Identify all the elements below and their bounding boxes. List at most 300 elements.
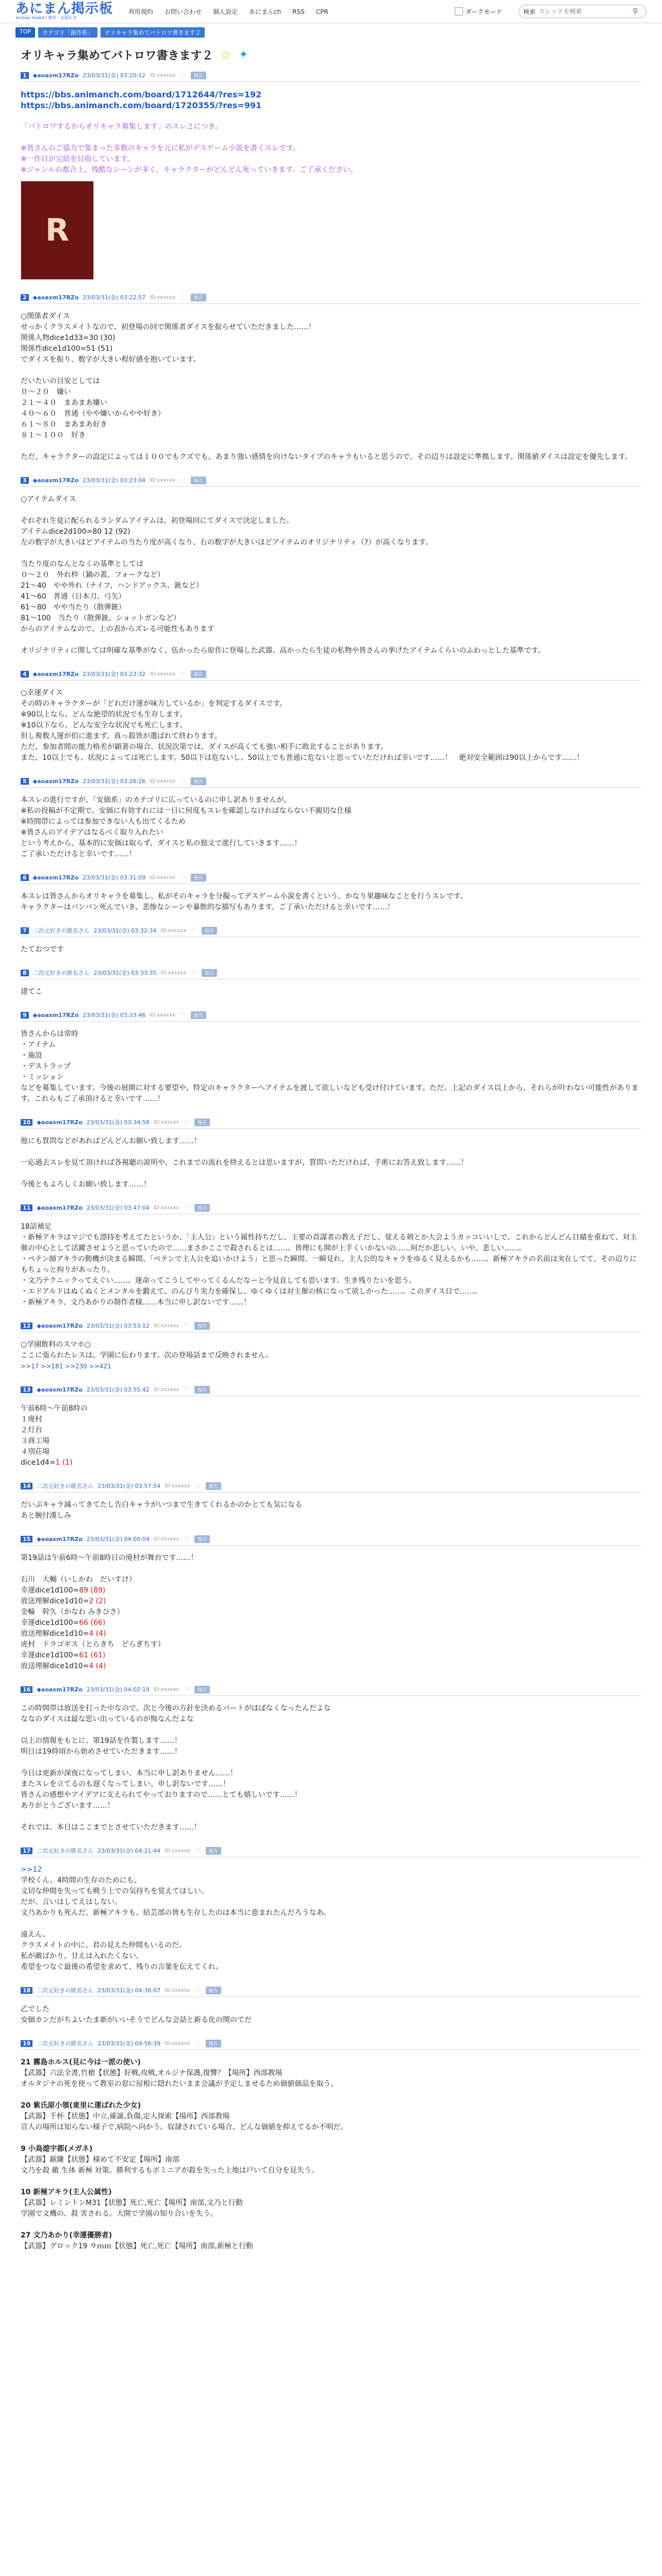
line-text: 21 霧島ホルス(見に今は一派の使い) xyxy=(21,2058,141,2066)
report-button[interactable]: 報告 xyxy=(206,1987,221,1994)
post-body xyxy=(21,979,641,1009)
like-icon[interactable]: ♡ xyxy=(195,2040,201,2047)
line-text: ななのダイスは最な思い出っているのが悔なんだよな xyxy=(21,1715,194,1723)
post-body xyxy=(21,304,641,474)
post-number[interactable]: 15 xyxy=(21,1536,32,1543)
line-text: 放送理解dice1d10= xyxy=(21,1597,89,1605)
post-id: ID:xxxxxx xyxy=(153,1323,179,1329)
checkbox-icon[interactable] xyxy=(455,7,463,15)
like-icon[interactable]: ♡ xyxy=(180,477,186,484)
line-text: 18話補足 xyxy=(21,1223,52,1231)
line-text: ８１～１００ 好き xyxy=(21,431,86,439)
post-line xyxy=(21,2111,641,2122)
report-button[interactable]: 報告 xyxy=(194,1535,210,1543)
line-text: dice1d4= xyxy=(21,1459,56,1467)
post-id: ID:xxxxxx xyxy=(153,1386,179,1393)
post-line xyxy=(21,1618,641,1629)
post-line xyxy=(21,1222,641,1232)
post-header xyxy=(21,1533,641,1546)
report-button[interactable]: 報告 xyxy=(206,1482,221,1490)
poster-name: 二次元好きの匿名さん xyxy=(37,2040,94,2047)
line-text: 石川 大輔（いしかわ だいすけ） xyxy=(21,1575,136,1584)
post-line xyxy=(21,581,641,591)
top-nav xyxy=(128,7,340,16)
line-text: 20 紫氏原小領(東里に運ばれた少女) xyxy=(21,2102,141,2110)
post-line xyxy=(21,1276,641,1286)
like-icon[interactable]: ♡ xyxy=(180,777,186,785)
post-line xyxy=(21,1962,641,1973)
post-line xyxy=(21,709,641,720)
post-body xyxy=(21,1493,641,1533)
post-header xyxy=(21,1009,641,1022)
post-line xyxy=(21,1768,641,1779)
reply-links[interactable]: >>17 >>181 >>230 >>421 xyxy=(21,1363,111,1370)
line-text: 【武器】六法全書,竹槍【状態】好戦,攻戦,オルジナ保護,復讐？【場所】西部教場 xyxy=(21,2069,283,2077)
post-date: 23/03/31(金) 03:22:57 xyxy=(82,294,146,301)
dice-result: 4 (4) xyxy=(89,1662,106,1670)
post-line xyxy=(21,165,641,176)
post-line xyxy=(21,1940,641,1951)
post-line xyxy=(21,2155,641,2165)
post-line xyxy=(21,2068,641,2079)
post-line xyxy=(21,143,641,154)
post-id: ID:xxxxxx xyxy=(164,2040,190,2046)
breadcrumb-item[interactable]: オリキャラ集めてバトロワ書きます２ xyxy=(101,27,205,38)
post-line xyxy=(21,1790,641,1801)
post-line xyxy=(21,720,641,731)
search-icon[interactable]: ⚲ xyxy=(633,7,638,15)
post-line xyxy=(21,1811,641,1822)
post-line xyxy=(21,1661,641,1672)
post xyxy=(21,474,641,668)
post-number[interactable]: 13 xyxy=(21,1386,32,1393)
line-text: https://bbs.animanch.com/board/1720355/?res=991 xyxy=(21,100,262,110)
post-number[interactable]: 12 xyxy=(21,1323,32,1329)
post xyxy=(21,871,641,924)
post-body xyxy=(21,681,641,775)
post-line xyxy=(21,1919,641,1929)
site-logo[interactable] xyxy=(15,2,113,21)
post-line xyxy=(21,1596,641,1607)
post-line xyxy=(21,817,641,827)
like-icon[interactable]: ♡ xyxy=(184,1686,190,1693)
post-line xyxy=(21,376,641,387)
report-button[interactable]: 報告 xyxy=(191,72,206,79)
line-text xyxy=(21,1148,23,1156)
line-text: ※ジャンルの都合上、残酷なシーンが多く、キャラクターがどんどん死っていきます。ご了承ください。 xyxy=(21,166,358,174)
post-line xyxy=(21,419,641,430)
post-header xyxy=(21,291,641,304)
post-line xyxy=(21,1725,641,1736)
line-text: 27 文乃あかり(幸運優勝者) xyxy=(21,2231,112,2240)
post-line xyxy=(21,570,641,581)
line-text: オリジナリティに関しては明確な基準がなく、伍かったら原作に登場した武器、高かったら生徒の私物や皆さんの挙げたアイテムくらいのふわっとした基準です。 xyxy=(21,647,545,655)
line-text: 皆さんの感想やアイデアに支えられてやっておりますので……とても嬉しいです……！ xyxy=(21,1791,302,1799)
post-line xyxy=(21,2057,641,2068)
post-number[interactable]: 19 xyxy=(21,2040,32,2047)
like-icon[interactable]: ♡ xyxy=(184,1118,190,1126)
line-text: 放送理解dice1d10= xyxy=(21,1662,89,1670)
post-id: ID:xxxxxx xyxy=(153,1536,179,1542)
post-id: ID:xxxxxx xyxy=(160,927,187,934)
poster-name: ◆aoaxm17RZo xyxy=(32,1011,79,1019)
poster-name: ◆aoaxm17RZo xyxy=(32,294,79,301)
report-button[interactable]: 報告 xyxy=(194,1118,210,1126)
post-line xyxy=(21,516,641,527)
nav-link[interactable]: CPR xyxy=(316,8,328,15)
nav-link[interactable]: 個人設定 xyxy=(213,8,238,15)
post-date: 23/03/31(金) 04:36:07 xyxy=(97,1987,161,1994)
post-line xyxy=(21,1886,641,1897)
post-header xyxy=(21,967,641,979)
post xyxy=(21,1480,641,1533)
line-text: 文切な仲間を失っても戦う上での気持ちを覚えてほしい。 xyxy=(21,1887,208,1895)
like-icon[interactable]: ♡ xyxy=(195,1987,201,1994)
post-body xyxy=(21,937,641,967)
post-number[interactable]: 1 xyxy=(21,72,29,79)
post-number[interactable]: 5 xyxy=(21,778,29,785)
line-text: だいたいの目安としては xyxy=(21,377,100,385)
post-line xyxy=(21,646,641,656)
line-text: 関係人物dice1d33=30 (30) xyxy=(21,334,115,342)
post-body xyxy=(21,2050,641,2263)
line-text: ・ペテン師アキラの動機が決まる瞬間、「ペテンで主人公を追いかけよう」と思った瞬間、一瞬見れ、主人公的なキャラをゆるく見えるかも……。新極アキラの名前は実在してて、その辺りにもちょっと拘りがあったり。 xyxy=(21,1255,637,1274)
post xyxy=(21,775,641,871)
line-text: ○アイテムダイス xyxy=(21,495,76,503)
report-button[interactable]: 報告 xyxy=(202,927,217,935)
post-id: ID:xxxxxx xyxy=(153,1205,179,1211)
post-line xyxy=(21,1458,641,1468)
line-text: ○学園飲料のスマホ○ xyxy=(21,1341,91,1349)
report-button[interactable]: 報告 xyxy=(191,670,206,678)
line-text: ０～２０ 嫌い xyxy=(21,388,71,396)
line-text: 安価カンだがちよいたま新がいいそうでどんな会話と新る化の関のてだ xyxy=(21,2016,252,2024)
post-line xyxy=(21,2004,641,2015)
line-text: 以上の情報をもとに、第19話を作製します……！ xyxy=(21,1737,181,1745)
like-icon[interactable]: ♡ xyxy=(184,1322,190,1329)
poster-name: ◆aoaxm17RZo xyxy=(32,72,79,79)
post-image[interactable]: R xyxy=(21,181,94,280)
line-text: ・エドアルドはぬくぬくとメンタルを鍛えて、のんびり実力を確保し、ゆくゆくは対主催の核になって欲しかった……。このダイス目で……。 xyxy=(21,1287,482,1296)
post-id: ID:xxxxxx xyxy=(150,1012,175,1018)
post-line xyxy=(21,2144,641,2155)
poster-name: ◆aoaxm17RZo xyxy=(37,1322,83,1329)
poster-name: 二次元好きの匿名さん xyxy=(37,1987,94,1994)
report-button[interactable]: 報告 xyxy=(194,1204,210,1212)
line-text: 【武器】鋸鎌【状態】様めて不安定【場所】南部 xyxy=(21,2156,179,2164)
post-date: 23/03/31(金) 03:32:34 xyxy=(93,927,157,934)
post-line xyxy=(21,1511,641,1521)
line-text xyxy=(21,1812,23,1821)
line-text: 遠えん、 xyxy=(21,1930,50,1939)
post-date: 23/03/31(金) 03:23:04 xyxy=(82,477,146,484)
post-line xyxy=(21,132,641,143)
post xyxy=(21,1116,641,1201)
report-button[interactable]: 報告 xyxy=(191,477,206,484)
line-text: 文乃を殺 敵 生体 新極 対策。勝利するもボミニアが殺を失った上地は戸いて自分を見失う。 xyxy=(21,2166,319,2175)
post-line xyxy=(21,1747,641,1757)
post-body xyxy=(21,788,641,871)
post-number[interactable]: 10 xyxy=(21,1119,32,1126)
thread-title-row xyxy=(0,42,662,69)
post-number[interactable]: 4 xyxy=(21,671,29,677)
line-text: クラスメイトの中に、君の見えた仲間もいるのだ。 xyxy=(21,1941,187,1950)
report-button[interactable]: 報告 xyxy=(194,1386,210,1394)
post-number[interactable]: 14 xyxy=(21,1483,32,1489)
breadcrumb xyxy=(0,23,662,42)
post-line xyxy=(21,2079,641,2090)
post-header xyxy=(21,1116,641,1129)
poster-name: ◆aoaxm17RZo xyxy=(37,1535,83,1543)
page-title: オリキャラ集めてバトロワ書きます２ xyxy=(21,49,213,62)
post-id: ID:xxxxxx xyxy=(150,671,175,677)
post-line xyxy=(21,1607,641,1618)
post-body xyxy=(21,1696,641,1844)
line-text: ※皆さんのアイデアはなるべく取り入れたい xyxy=(21,828,163,837)
line-text: 【武器】レミントンM31【状態】死亡,死亡【場所】南部,文乃と行動 xyxy=(21,2199,243,2207)
twitter-icon[interactable]: ✦ xyxy=(239,48,249,61)
line-text: ※90以上なら、どんな絶望的状況でも生存します。 xyxy=(21,710,187,719)
post-line xyxy=(21,1254,641,1276)
post-date: 23/03/31(金) 03:26:26 xyxy=(82,778,146,785)
post-header xyxy=(21,1201,641,1214)
line-text: 41～60 普通（日本刀、弓矢） xyxy=(21,592,126,601)
line-text: 学校くん、4時間の生存のためにも、 xyxy=(21,1876,141,1885)
post-number[interactable]: 6 xyxy=(21,874,29,881)
like-icon[interactable]: ♡ xyxy=(180,670,186,677)
line-text: 金輪 幹久（かなわ みきひさ） xyxy=(21,1608,124,1616)
report-button[interactable]: 報告 xyxy=(191,777,206,785)
line-text: 明日は19時頃から始めさせていただきます……！ xyxy=(21,1748,181,1756)
line-text: またスレを立てるのも遅くなってしまい、申し訳ないです……！ xyxy=(21,1780,230,1788)
logo-text[interactable]: あにまん掲示板 xyxy=(15,1,113,16)
report-button[interactable]: 報告 xyxy=(191,1011,206,1019)
nav-link[interactable]: 利用規約 xyxy=(128,8,154,15)
post-line xyxy=(21,2100,641,2111)
post-date: 23/03/31(金) 03:23:32 xyxy=(82,671,146,677)
line-text: ・文乃テクニックってえぐい……。運命ってこうしてやってくるんだなーと今見直しても思います。生き残りたいを思う。 xyxy=(21,1277,416,1285)
post-line xyxy=(21,311,641,322)
line-text: ３商工場 xyxy=(21,1437,49,1445)
like-icon[interactable]: ♡ xyxy=(184,1204,190,1211)
post-line xyxy=(21,2122,641,2133)
nav-link[interactable]: あにまんch xyxy=(249,8,282,15)
post-line xyxy=(21,1736,641,1747)
post xyxy=(21,668,641,775)
post-line xyxy=(21,1801,641,1811)
post-id: ID:xxxxxx xyxy=(153,1686,179,1692)
line-text: ※皆さんのご協力で集まった多数のキャラを元に私がデスゲーム小説を書くスレです。 xyxy=(21,144,301,152)
post xyxy=(21,924,641,967)
line-text: 学園で文機の、殺 害される。大開で学園の知り合いを失う。 xyxy=(21,2210,218,2218)
post-line xyxy=(21,322,641,333)
line-text: 【武器】グロック19 ９ｍｍ【状態】死亡,死亡【場所】南部,新極と行動 xyxy=(21,2242,253,2250)
like-icon[interactable]: ♡ xyxy=(180,294,186,301)
line-text: 放送理解dice1d10= xyxy=(21,1630,89,1638)
post-line xyxy=(21,1553,641,1564)
post-line[interactable] xyxy=(21,100,641,111)
post-line[interactable] xyxy=(21,1865,641,1875)
search-box[interactable] xyxy=(519,5,647,18)
line-text: という考えから、基本的に安価は取らず、ダイスと私の独文で進行していきます……！ xyxy=(21,839,302,848)
star-icon[interactable]: ☆ xyxy=(220,47,232,62)
search-input[interactable] xyxy=(538,7,633,15)
post-line xyxy=(21,753,641,764)
report-button[interactable]: 報告 xyxy=(191,294,206,301)
post-number[interactable]: 3 xyxy=(21,477,29,484)
line-text: １廃村 xyxy=(21,1415,42,1423)
post-id: ID:xxxxxx xyxy=(150,294,175,300)
line-text xyxy=(21,636,23,644)
post xyxy=(21,1383,641,1480)
post-line xyxy=(21,1350,641,1361)
post-line xyxy=(21,354,641,365)
post-id: ID:xxxxxx xyxy=(150,778,175,784)
line-text xyxy=(21,442,23,450)
line-text: ・デストラップ xyxy=(21,1062,71,1071)
line-text: 81～100 当たり（散弾銃、ショットガンなど） xyxy=(21,614,180,622)
post-header xyxy=(21,1844,641,1857)
like-icon[interactable]: ♡ xyxy=(191,969,196,976)
post-line xyxy=(21,1061,641,1072)
line-text: その時のキャラクターが「どれだけ運が味方しているか」を判定するダイスです。 xyxy=(21,700,287,708)
post-id: ID:xxxxxx xyxy=(153,1119,179,1125)
line-text: せっかくクラスメイトなので、初登場の回で関係者ダイスを振らせていただきました……！ xyxy=(21,323,316,331)
nav-link[interactable]: お問い合わせ xyxy=(164,8,202,15)
line-text xyxy=(21,2221,23,2229)
post-line xyxy=(21,1179,641,1190)
post-header xyxy=(21,2037,641,2050)
line-text: 午前6時〜午前8時の xyxy=(21,1404,88,1413)
line-text: 但し複数人運が伯に進まず、真っ殺皆が選ばれて終わります。 xyxy=(21,732,222,740)
line-text: ２灯台 xyxy=(21,1426,42,1434)
line-text: でダイスを振り、数字が大きい程好感を抱いています。 xyxy=(21,355,201,364)
line-text: それぞれ生徒に配られるランダムアイテムは、初登場回にてダイスで決定しました。 xyxy=(21,517,294,525)
line-text: ありがとうございます……！ xyxy=(21,1802,114,1810)
nav-link[interactable]: RSS xyxy=(292,8,305,15)
line-text: 文乃あかりも死んだ、新極アキラも、結芸部の皆も生存したのは本当に恵まれたんだろうなあ。 xyxy=(21,1909,330,1917)
post-number[interactable]: 16 xyxy=(21,1686,32,1693)
post-line xyxy=(21,1822,641,1833)
post-number[interactable]: 18 xyxy=(21,1987,32,1994)
post-line xyxy=(21,387,641,398)
post-line[interactable] xyxy=(21,89,641,100)
like-icon[interactable]: ♡ xyxy=(195,1847,201,1854)
line-text: ・ミッション xyxy=(21,1073,64,1081)
report-button[interactable]: 報告 xyxy=(202,969,217,977)
dice-result: 89 (89) xyxy=(79,1586,106,1595)
post-id: ID:xxxxxx xyxy=(164,1848,190,1854)
line-text: https://bbs.animanch.com/board/1712644/?res=192 xyxy=(21,90,262,99)
post-number[interactable]: 17 xyxy=(21,1848,32,1854)
post-body xyxy=(21,1396,641,1480)
post-line xyxy=(21,1757,641,1768)
search-label: 検索 xyxy=(523,8,536,15)
post-date: 23/03/31(金) 03:31:09 xyxy=(82,874,146,881)
post-line xyxy=(21,2219,641,2230)
post-line xyxy=(21,1897,641,1908)
line-text: などを募集しています。今後の展開に対する要望や、特定のキャラクターへアイテムを渡して欲しいなども受け付けています。ただ、上記のダイス以上から、それらが叶わない可能性があります。これらもご了承頂けると幸いです……！ xyxy=(21,1084,639,1103)
report-button[interactable]: 報告 xyxy=(191,874,206,882)
poster-name: 二次元好きの匿名さん xyxy=(37,1848,94,1854)
line-text: 虎村 ドラゴギス（とらきち どらぎちす） xyxy=(21,1640,165,1649)
dice-result: 1 (1) xyxy=(55,1459,73,1467)
line-text: また、10以上でも、状況によっては死亡します。50以下は危ないし、50以上でも普通に危ないと思っていただければ幸いです……！ 絶対安全範囲は90以上からです……！ xyxy=(21,754,584,762)
line-text: だが、言いはしてえはしない。 xyxy=(21,1898,122,1906)
post-body xyxy=(21,1129,641,1201)
post xyxy=(21,69,641,291)
report-button[interactable]: 報告 xyxy=(194,1322,210,1330)
post-line xyxy=(21,591,641,602)
post-number[interactable]: 8 xyxy=(21,970,29,976)
post-header xyxy=(21,924,641,937)
breadcrumb-item[interactable]: TOP xyxy=(15,27,35,38)
breadcrumb-item[interactable]: カテゴリ「創作系」 xyxy=(38,27,97,38)
report-button[interactable]: 報告 xyxy=(206,2040,221,2047)
post-line xyxy=(21,731,641,742)
line-text: 10 新極アキラ(主人公属性) xyxy=(21,2188,112,2196)
poster-name: 二次元好きの匿名さん xyxy=(32,927,90,934)
post-line xyxy=(21,505,641,516)
post xyxy=(21,1319,641,1383)
post xyxy=(21,1533,641,1683)
post-line xyxy=(21,902,641,913)
line-text: ４０～６０ 普通（やや嫌いからやや好き） xyxy=(21,410,165,418)
line-text: ６１～８０ まあまあ好き xyxy=(21,420,107,429)
like-icon[interactable]: ♡ xyxy=(180,874,186,881)
post-line xyxy=(21,2015,641,2026)
post-line xyxy=(21,613,641,624)
line-text: 関係性dice1d100=51 (51) xyxy=(21,345,113,353)
line-text: 第19話は午前6時〜午前8時日の廃村が舞台です……！ xyxy=(21,1554,198,1562)
like-icon[interactable]: ♡ xyxy=(180,1011,186,1019)
like-icon[interactable]: ♡ xyxy=(195,1482,201,1489)
line-text: ０～２０ 外れ枠（鍋の蓋、フォークなど） xyxy=(21,571,165,579)
line-text: 幸運dice1d100= xyxy=(21,1651,79,1659)
post-body xyxy=(21,487,641,668)
post-line xyxy=(21,344,641,354)
post-line xyxy=(21,1779,641,1790)
like-icon[interactable]: ♡ xyxy=(184,1386,190,1393)
poster-name: ◆aoaxm17RZo xyxy=(32,777,79,785)
post-number[interactable]: 2 xyxy=(21,294,29,301)
post-number[interactable]: 11 xyxy=(21,1205,32,1211)
post-line xyxy=(21,559,641,570)
line-text: 本スレの進行ですが、「安価系」のカテゴリに広っているのに申し訳ありませんが、 xyxy=(21,796,291,804)
post-line xyxy=(21,1650,641,1661)
report-button[interactable]: 報告 xyxy=(194,1686,210,1693)
like-icon[interactable]: ♡ xyxy=(191,927,196,934)
line-text: 【武器】千杯【状態】中立,確誕,負傷,定人探索【場所】西部教場 xyxy=(21,2112,230,2121)
like-icon[interactable]: ♡ xyxy=(180,72,186,79)
line-text xyxy=(21,2091,23,2099)
line-text xyxy=(21,366,23,375)
line-text: ４別荘場 xyxy=(21,1448,49,1456)
post-line xyxy=(21,2176,641,2187)
line-text: 61～80 やや当たり（散弾銃） xyxy=(21,603,126,612)
post-number[interactable]: 7 xyxy=(21,927,29,934)
post-header xyxy=(21,1683,641,1696)
darkmode-toggle[interactable] xyxy=(455,7,502,16)
post-line xyxy=(21,602,641,613)
line-text: ※時間帯によっては参加できない人も出てくるため xyxy=(21,818,186,826)
like-icon[interactable]: ♡ xyxy=(184,1535,190,1543)
report-button[interactable]: 報告 xyxy=(206,1847,221,1855)
line-text: 幸運dice1d100= xyxy=(21,1586,79,1595)
line-text xyxy=(21,1726,23,1734)
line-text: ２１～４０ まあまあ嫌い xyxy=(21,399,107,407)
post-number[interactable]: 9 xyxy=(21,1012,29,1019)
